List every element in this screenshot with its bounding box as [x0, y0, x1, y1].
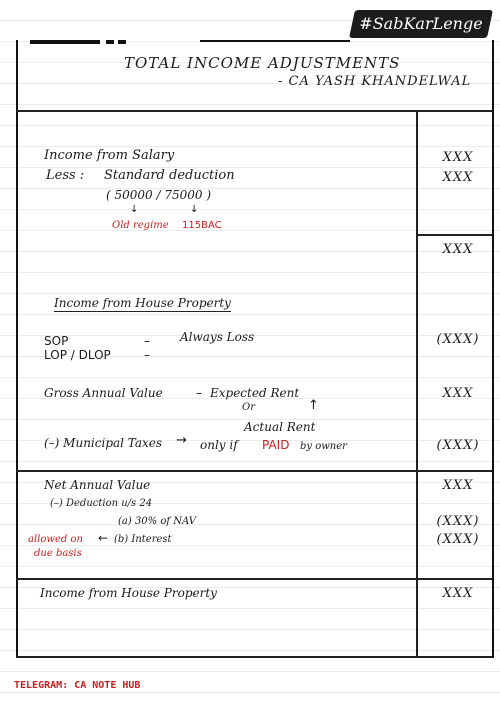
right-arrow-icon: → — [176, 433, 187, 448]
old-regime-note: Old regime — [112, 220, 169, 231]
municipal-amount: (XXX) — [436, 438, 480, 453]
sop-note: Always Loss — [180, 330, 255, 344]
sop-label: SOP — [44, 334, 69, 348]
only-if: only if — [200, 438, 238, 452]
std-deduction: Standard deduction — [104, 168, 235, 183]
nav-amount: XXX — [442, 478, 474, 493]
gav-dash: – — [196, 386, 202, 400]
expected-rent: Expected Rent — [210, 386, 300, 400]
std-deduction-amount: XXX — [442, 170, 474, 185]
down-arrow-icon: ↓ — [190, 204, 199, 215]
paid-word: PAID — [262, 438, 290, 452]
gav-amount: XXX — [442, 386, 474, 401]
deduction-values: ( 50000 / 75000 ) — [106, 188, 212, 202]
bottom-rule — [16, 656, 492, 658]
due-basis-note: due basis — [34, 548, 82, 559]
header-rule — [16, 110, 492, 112]
left-arrow-icon: ← — [98, 531, 109, 545]
or-label: Or — [242, 402, 255, 413]
hashtag-text: #SabKarLenge — [359, 14, 483, 33]
down-arrow-icon: ↓ — [130, 204, 139, 215]
final-income-amount: XXX — [442, 586, 474, 601]
author-line: - CA YASH KHANDELWAL — [278, 74, 472, 89]
total-rule — [418, 234, 492, 236]
by-owner: by owner — [300, 441, 347, 452]
lop-label: LOP / DLOP — [44, 348, 111, 362]
actual-rent: Actual Rent — [244, 420, 316, 434]
municipal-taxes: (–) Municipal Taxes — [44, 436, 163, 450]
section-rule — [16, 470, 492, 472]
bac-note: 115BAC — [182, 220, 222, 231]
amount-column-divider — [416, 112, 418, 658]
sop-dash: – — [144, 334, 150, 348]
nav-label: Net Annual Value — [44, 478, 151, 492]
hashtag-badge — [349, 10, 493, 38]
less-label: Less : — [46, 168, 85, 183]
deduction-b-amount: (XXX) — [436, 532, 480, 547]
deduction-a-amount: (XXX) — [436, 514, 480, 529]
salary-amount: XXX — [442, 150, 474, 165]
page-title: TOTAL INCOME ADJUSTMENTS — [124, 54, 401, 72]
house-heading: Income from House Property — [54, 296, 231, 310]
gav-label: Gross Annual Value — [44, 386, 163, 400]
deduction-24: (–) Deduction u/s 24 — [50, 498, 153, 509]
final-income-label: Income from House Property — [40, 586, 217, 600]
allowed-on-note: allowed on — [28, 534, 83, 545]
up-arrow-icon: ↑ — [308, 398, 319, 413]
section-rule — [16, 578, 492, 580]
salary-total-amount: XXX — [442, 242, 474, 257]
telegram-footer: TELEGRAM: CA NOTE HUB — [14, 680, 141, 691]
deduction-b: (b) Interest — [114, 534, 172, 545]
lop-dash: – — [144, 348, 150, 362]
deduction-a: (a) 30% of NAV — [118, 516, 196, 527]
salary-line: Income from Salary — [44, 148, 175, 163]
sop-amount: (XXX) — [436, 332, 480, 347]
